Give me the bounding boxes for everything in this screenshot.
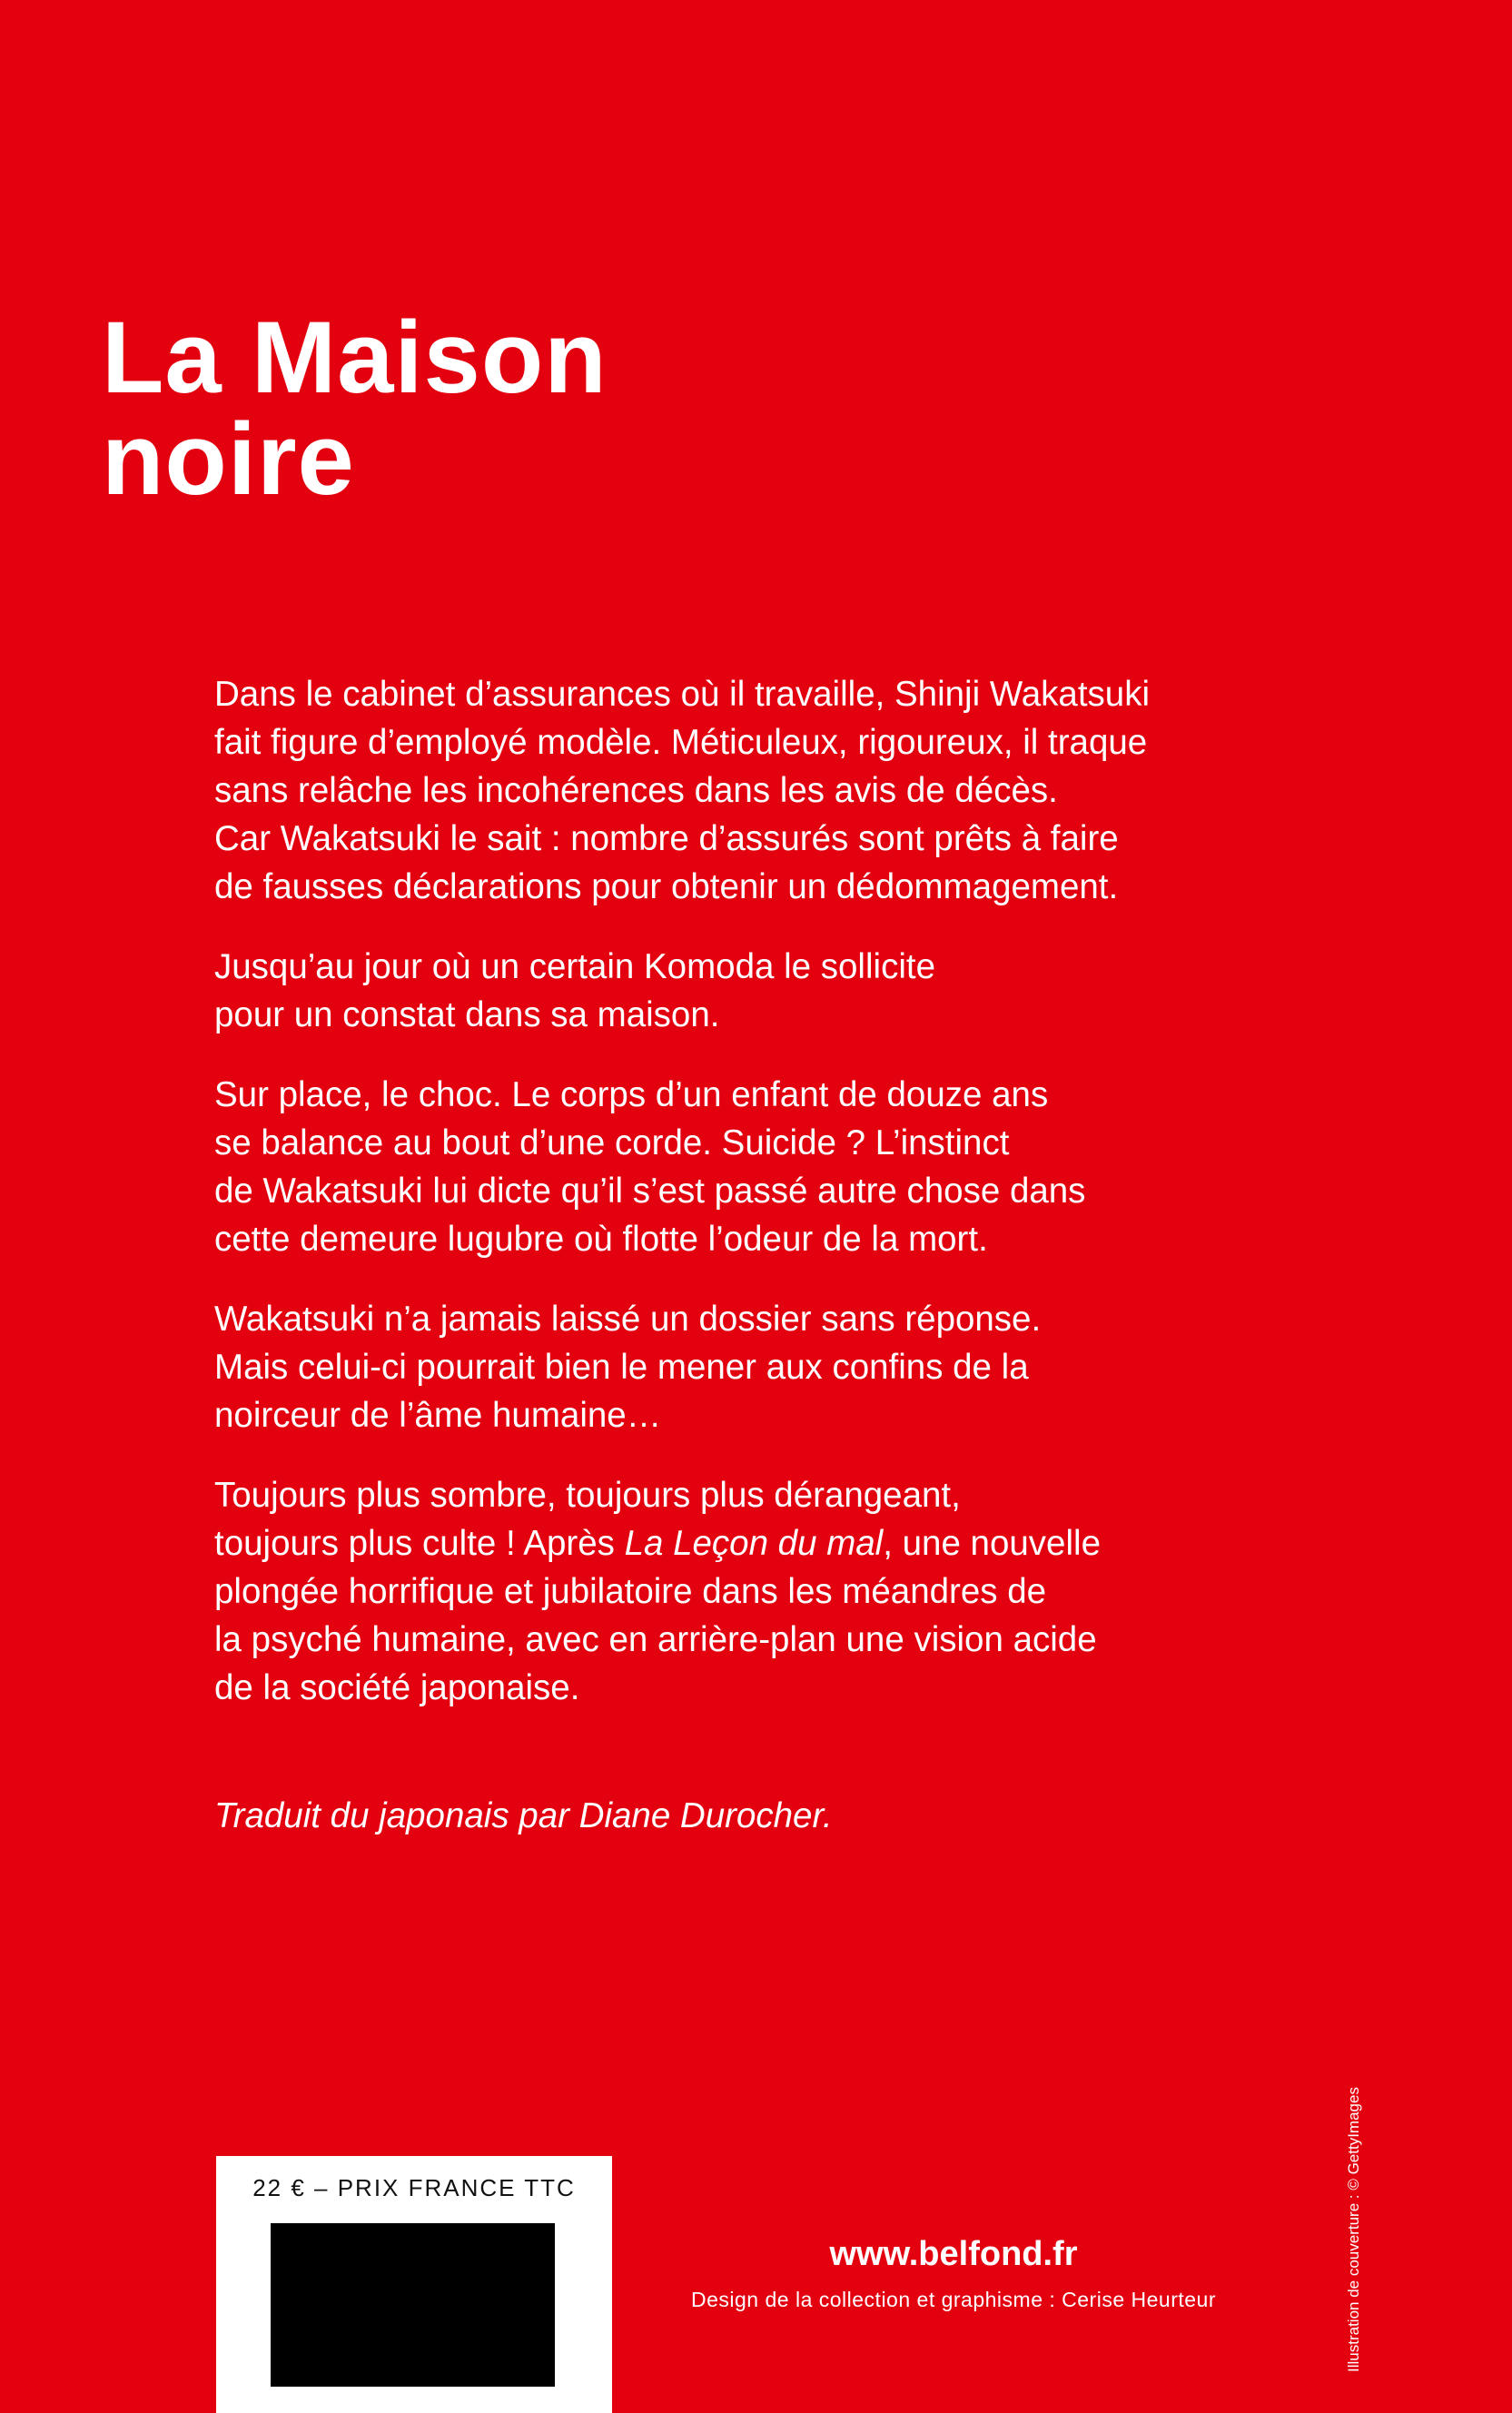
price-label: 22 € – PRIX FRANCE TTC	[252, 2174, 576, 2201]
blurb-line	[214, 1519, 1304, 1567]
blurb-line: Toujours plus sombre, toujours plus dérangeant,	[214, 1476, 961, 1515]
blurb-line: sans relâche les incohérences dans les avis de décès.	[214, 771, 1058, 810]
cited-book-title: La Leçon du mal	[624, 1524, 884, 1563]
blurb-line: noirceur de l’âme humaine…	[214, 1396, 662, 1435]
publisher-website: www.belfond.fr	[829, 2235, 1078, 2273]
price-barcode-box	[216, 2156, 612, 2413]
blurb-line: cette demeure lugubre où flotte l’odeur de la mort.	[214, 1220, 988, 1259]
book-title-line-1: La Maison	[102, 301, 608, 414]
blurb-line: Sur place, le choc. Le corps d’un enfant de douze ans	[214, 1075, 1049, 1114]
translator-credit: Traduit du japonais par Diane Durocher.	[214, 1796, 833, 1835]
design-credit: Design de la collection et graphisme : Cerise Heurteur	[691, 2288, 1216, 2311]
blurb-paragraph-1	[214, 670, 1304, 911]
barcode-placeholder	[271, 2223, 555, 2387]
blurb-paragraph-3	[214, 1071, 1304, 1263]
blurb-paragraph-5	[214, 1471, 1304, 1712]
blurb-line: fait figure d’employé modèle. Méticuleux, rigoureux, il traque	[214, 723, 1148, 762]
blurb-line: de la société japonaise.	[214, 1668, 580, 1707]
illustration-credit: Illustration de couverture : © GettyImages	[1345, 2087, 1362, 2372]
blurb-line: pour un constat dans sa maison.	[214, 995, 720, 1034]
blurb-line: Jusqu’au jour où un certain Komoda le sollicite	[214, 947, 935, 986]
blurb-line: se balance au bout d’une corde. Suicide ? L’instinct	[214, 1123, 1010, 1162]
blurb-line: Car Wakatsuki le sait : nombre d’assurés sont prêts à faire	[214, 819, 1119, 858]
blurb-text: toujours plus culte ! Après	[214, 1524, 625, 1563]
blurb-line: de fausses déclarations pour obtenir un dédommagement.	[214, 867, 1119, 906]
blurb-line: la psyché humaine, avec en arrière-plan une vision acide	[214, 1620, 1097, 1659]
book-title-line-2: noire	[102, 402, 355, 516]
blurb-line: Mais celui-ci pourrait bien le mener aux confins de la	[214, 1348, 1029, 1387]
book-blurb	[214, 670, 1304, 1744]
blurb-text: , une nouvelle	[883, 1524, 1101, 1563]
blurb-line: de Wakatsuki lui dicte qu’il s’est passé autre chose dans	[214, 1172, 1086, 1211]
blurb-line: Dans le cabinet d’assurances où il travaille, Shinji Wakatsuki	[214, 675, 1151, 714]
book-title	[102, 301, 608, 516]
blurb-paragraph-2	[214, 943, 1304, 1039]
blurb-line: Wakatsuki n’a jamais laissé un dossier sans réponse.	[214, 1300, 1042, 1339]
blurb-line: plongée horrifique et jubilatoire dans les méandres de	[214, 1572, 1047, 1611]
blurb-paragraph-4	[214, 1295, 1304, 1439]
